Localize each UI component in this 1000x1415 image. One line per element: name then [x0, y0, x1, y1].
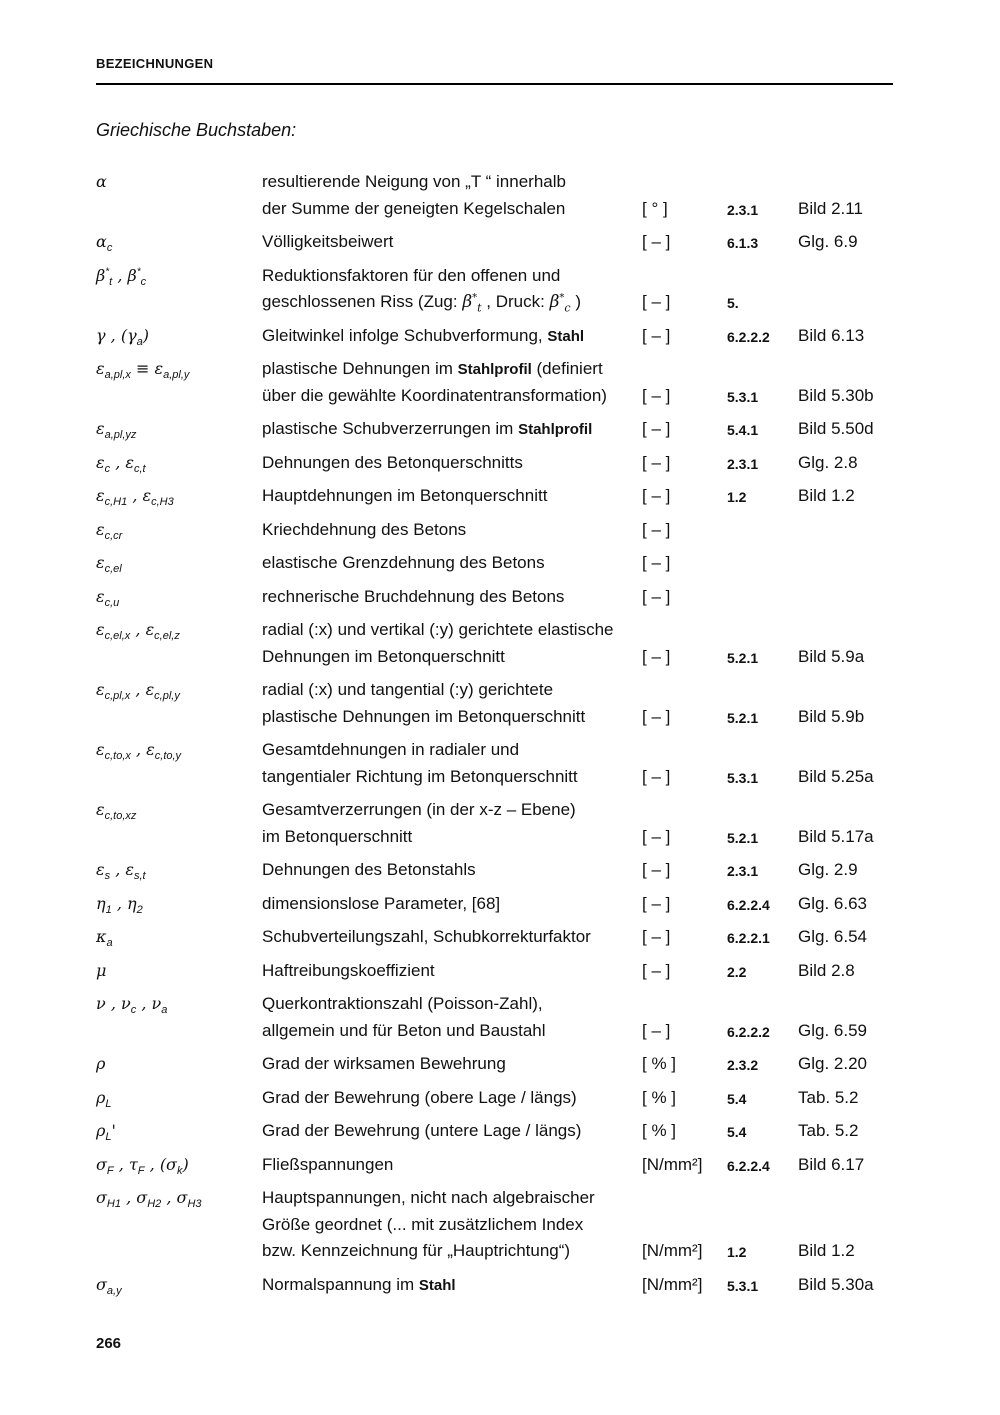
entry-description: radial (:x) und vertikal (:y) gerichtete elastische — [262, 620, 614, 639]
entry-section: 2.3.1 — [727, 455, 759, 472]
symbol-entry — [96, 359, 896, 412]
entry-symbol: $\varepsilon_{a,pl,x} \equiv \varepsilon_{a,pl,y}$ — [96, 359, 190, 382]
entry-gap — [96, 987, 896, 994]
entry-description: der Summe der geneigten Kegelschalen — [262, 198, 566, 218]
symbol-entry — [96, 620, 896, 673]
entry-line — [96, 1121, 896, 1148]
entry-reference: Glg. 6.63 — [798, 893, 867, 913]
entry-description: tangentialer Richtung im Betonquerschnitt — [262, 766, 578, 786]
entry-description: Kriechdehnung des Betons — [262, 519, 467, 539]
entry-line — [96, 994, 896, 1021]
entry-section: 5.4 — [727, 1124, 747, 1140]
entry-section: 5.2.1 — [727, 829, 759, 846]
entry-line — [96, 961, 896, 988]
symbol-entry — [96, 587, 896, 614]
entry-gap — [96, 920, 896, 927]
entry-gap — [96, 580, 896, 587]
entry-line — [96, 172, 896, 199]
symbol-entry — [96, 860, 896, 887]
entry-gap — [96, 319, 896, 326]
entry-section: 6.2.2.2 — [727, 1023, 770, 1040]
entry-symbol: $\varepsilon_{c,pl,x}$ , $\varepsilon_{c,pl,y}$ — [96, 680, 180, 703]
entry-line — [96, 1155, 896, 1182]
entry-unit: [ – ] — [642, 826, 671, 846]
entry-unit: [ – ] — [642, 519, 671, 539]
symbol-entry — [96, 232, 896, 259]
entry-unit: [N/mm²] — [642, 1274, 703, 1294]
entry-line — [96, 1021, 896, 1048]
entry-gap — [96, 479, 896, 486]
entry-symbol: $\varepsilon_s$ , $\varepsilon_{s,t}$ — [96, 860, 146, 883]
entry-description: Fließspannungen — [262, 1154, 394, 1174]
entry-unit: [ – ] — [642, 1020, 671, 1040]
entry-symbol: $\varepsilon_{c,el,x}$ , $\varepsilon_{c,el,z}$ — [96, 620, 180, 643]
symbol-entry — [96, 266, 896, 319]
entry-unit: [ – ] — [642, 419, 671, 438]
entry-section: 5. — [727, 295, 739, 311]
entry-line — [96, 453, 896, 480]
entry-section: 2.2 — [727, 963, 747, 980]
entry-description: Dehnungen des Betonstahls — [262, 860, 476, 879]
entry-symbol: $\sigma_F$ , $\tau_F$ , $(\sigma_k)$ — [96, 1154, 189, 1177]
entry-unit: [N/mm²] — [642, 1241, 703, 1260]
entry-line — [96, 1088, 896, 1115]
entry-reference: Glg. 2.8 — [798, 452, 858, 472]
entry-description: geschlossenen Riss (Zug: $\beta^*_t$ , Druck: $\beta^*_c$ ) — [262, 292, 581, 315]
entry-gap — [96, 733, 896, 740]
entry-description: Reduktionsfaktoren für den offenen und — [262, 265, 561, 285]
entry-description: Gesamtverzerrungen (in der x-z – Ebene) — [262, 800, 576, 819]
entry-unit: [ % ] — [642, 1054, 677, 1073]
entry-unit: [ – ] — [642, 292, 671, 311]
entry-description: Grad der wirksamen Bewehrung — [262, 1054, 506, 1073]
entry-symbol: $\beta^*_t$ , $\beta^*_c$ — [96, 265, 147, 288]
entry-line — [96, 326, 896, 353]
entry-description: Hauptspannungen, nicht nach algebraischer — [262, 1188, 595, 1207]
running-header: BEZEICHNUNGEN — [96, 56, 214, 71]
symbol-entry — [96, 1155, 896, 1182]
symbol-entry — [96, 172, 896, 225]
symbol-entry — [96, 680, 896, 733]
entry-gap — [96, 1181, 896, 1188]
entry-section: 1.2 — [727, 489, 747, 505]
entry-line — [96, 386, 896, 413]
symbol-entry — [96, 740, 896, 793]
entry-description: dimensionslose Parameter, [68] — [262, 893, 501, 913]
entry-line — [96, 927, 896, 954]
symbol-entry — [96, 520, 896, 547]
entry-unit: [ – ] — [642, 960, 671, 980]
entry-reference: Bild 6.17 — [798, 1154, 865, 1174]
entry-description: bzw. Kennzeichnung für „Hauptrichtung“) — [262, 1241, 571, 1260]
entry-symbol: $\rho_L'$ — [96, 1121, 116, 1144]
entry-unit: [ – ] — [642, 766, 671, 786]
header-rule — [96, 83, 893, 85]
entry-reference: Glg. 2.20 — [798, 1054, 867, 1073]
entry-symbol: $\rho_L$ — [96, 1087, 112, 1110]
entry-line — [96, 1275, 896, 1302]
entry-line — [96, 620, 896, 647]
entry-line — [96, 680, 896, 707]
symbol-entry — [96, 961, 896, 988]
symbol-entry — [96, 1054, 896, 1081]
entry-description: Völligkeitsbeiwert — [262, 232, 394, 251]
entry-line — [96, 520, 896, 547]
entry-line — [96, 292, 896, 319]
entry-reference: Bild 1.2 — [798, 1241, 855, 1260]
entry-description: Größe geordnet (... mit zusätzlichem Index — [262, 1214, 584, 1234]
entry-section: 5.3.1 — [727, 388, 759, 405]
entry-section: 5.3.1 — [727, 769, 759, 786]
entry-unit: [ – ] — [642, 706, 671, 726]
entry-section: 2.3.1 — [727, 201, 759, 218]
entry-unit: [ – ] — [642, 452, 671, 472]
entry-reference: Bild 5.50d — [798, 419, 874, 438]
entry-gap — [96, 793, 896, 800]
symbol-entry — [96, 927, 896, 954]
entry-line — [96, 1215, 896, 1242]
entry-gap — [96, 613, 896, 620]
entry-reference: Bild 2.8 — [798, 960, 855, 980]
entry-symbol: $\varepsilon_{c,to,xz}$ — [96, 800, 137, 823]
entry-description: Dehnungen im Betonquerschnitt — [262, 646, 505, 666]
entry-symbol: $\eta_1$ , $\eta_2$ — [96, 893, 143, 916]
symbol-entry — [96, 1275, 896, 1302]
entry-description: Gleitwinkel infolge Schubverformung, Stahl — [262, 325, 585, 345]
entry-line — [96, 647, 896, 674]
entry-line — [96, 587, 896, 614]
symbol-entry — [96, 453, 896, 480]
symbol-entry — [96, 1088, 896, 1115]
entry-line — [96, 419, 896, 446]
entry-description: resultierende Neigung von „T “ innerhalb — [262, 172, 566, 191]
entry-symbol: α — [96, 172, 107, 191]
entry-symbol: $\varepsilon_{c,u}$ — [96, 586, 120, 609]
entry-gap — [96, 259, 896, 266]
entry-line — [96, 199, 896, 226]
entry-unit: [ ° ] — [642, 198, 668, 218]
entry-symbol: ν , $\nu_c$ , $\nu_a$ — [96, 994, 168, 1017]
entry-reference: Tab. 5.2 — [798, 1087, 859, 1107]
entry-line — [96, 800, 896, 827]
entry-line — [96, 1188, 896, 1215]
entry-line — [96, 486, 896, 513]
entry-section: 6.2.2.2 — [727, 328, 770, 345]
entry-line — [96, 740, 896, 767]
entry-gap — [96, 853, 896, 860]
entry-symbol: $\sigma_{a,y}$ — [96, 1274, 122, 1297]
entry-line — [96, 827, 896, 854]
entry-unit: [ – ] — [642, 325, 671, 345]
entry-description: Dehnungen des Betonquerschnitts — [262, 452, 523, 472]
entry-symbol: $\varepsilon_{c,el}$ — [96, 553, 122, 576]
entry-unit: [ – ] — [642, 893, 671, 913]
entry-description: Normalspannung im Stahl — [262, 1274, 456, 1294]
entry-description: plastische Dehnungen im Betonquerschnitt — [262, 706, 586, 726]
entry-description: Schubverteilungszahl, Schubkorrekturfaktor — [262, 927, 591, 946]
entry-unit: [ – ] — [642, 860, 671, 879]
entry-unit: [ – ] — [642, 927, 671, 946]
entry-line — [96, 232, 896, 259]
entry-section: 2.3.2 — [727, 1057, 759, 1073]
entry-description: Gesamtdehnungen in radialer und — [262, 740, 520, 759]
entry-section: 5.4.1 — [727, 422, 759, 438]
entry-reference: Glg. 6.54 — [798, 927, 867, 946]
entry-gap — [96, 1047, 896, 1054]
entry-reference: Tab. 5.2 — [798, 1121, 859, 1140]
entry-reference: Bild 5.9b — [798, 706, 865, 726]
entry-gap — [96, 412, 896, 419]
entry-reference: Bild 2.11 — [798, 198, 863, 218]
symbol-entry — [96, 1121, 896, 1148]
entry-symbol: $\varepsilon_{c,to,x}$ , $\varepsilon_{c,to,y}$ — [96, 740, 182, 763]
entry-unit: [ % ] — [642, 1121, 677, 1140]
entry-section: 5.4 — [727, 1090, 747, 1107]
entry-section: 6.2.2.4 — [727, 896, 770, 913]
entry-unit: [ – ] — [642, 646, 671, 666]
entry-unit: [ % ] — [642, 1087, 677, 1107]
entry-symbol: $\varepsilon_c$ , $\varepsilon_{c,t}$ — [96, 452, 146, 475]
entry-description: plastische Dehnungen im Stahlprofil (definiert — [262, 359, 603, 378]
entry-description: Hauptdehnungen im Betonquerschnitt — [262, 486, 548, 505]
symbol-list — [96, 172, 896, 1308]
entry-gap — [96, 513, 896, 520]
entry-section: 5.2.1 — [727, 649, 759, 666]
entry-line — [96, 1241, 896, 1268]
entry-reference: Bild 1.2 — [798, 486, 855, 505]
symbol-entry — [96, 326, 896, 353]
symbol-entry — [96, 994, 896, 1047]
entry-gap — [96, 673, 896, 680]
entry-symbol: $\sigma_{H1}$ , $\sigma_{H2}$ , $\sigma_{H3}$ — [96, 1188, 202, 1211]
symbol-entry — [96, 553, 896, 580]
entry-section: 5.3.1 — [727, 1277, 759, 1294]
entry-gap — [96, 954, 896, 961]
entry-gap — [96, 446, 896, 453]
entry-reference: Glg. 2.9 — [798, 860, 858, 879]
entry-description: plastische Schubverzerrungen im Stahlprofil — [262, 419, 593, 438]
entry-line — [96, 266, 896, 293]
entry-symbol: $\varepsilon_{c,cr}$ — [96, 519, 123, 542]
entry-symbol: μ — [96, 960, 107, 980]
entry-gap — [96, 1114, 896, 1121]
entry-description: im Betonquerschnitt — [262, 826, 413, 846]
entry-symbol: γ , $(\gamma_a)$ — [96, 325, 150, 348]
entry-gap — [96, 1081, 896, 1088]
entry-gap — [96, 1268, 896, 1275]
entry-reference: Bild 5.9a — [798, 646, 865, 666]
entry-section: 2.3.1 — [727, 863, 759, 879]
entry-symbol: $\kappa_a$ — [96, 927, 113, 950]
entry-unit: [N/mm²] — [642, 1154, 703, 1174]
section-title: Griechische Buchstaben: — [96, 120, 297, 140]
entry-gap — [96, 546, 896, 553]
entry-unit: [ – ] — [642, 586, 671, 606]
entry-reference: Bild 5.30b — [798, 385, 874, 405]
entry-reference: Glg. 6.59 — [798, 1020, 867, 1040]
entry-section: 6.2.2.4 — [727, 1157, 770, 1174]
entry-reference: Glg. 6.9 — [798, 232, 858, 251]
entry-gap — [96, 1148, 896, 1155]
page-number: 266 — [96, 1335, 122, 1352]
entry-gap — [96, 887, 896, 894]
entry-description: Grad der Bewehrung (obere Lage / längs) — [262, 1087, 577, 1107]
entry-line — [96, 359, 896, 386]
entry-unit: [ – ] — [642, 232, 671, 251]
entry-unit: [ – ] — [642, 486, 671, 505]
symbol-entry — [96, 1188, 896, 1268]
entry-section: 5.2.1 — [727, 709, 759, 726]
entry-reference: Bild 6.13 — [798, 325, 865, 345]
entry-reference: Bild 5.30a — [798, 1274, 874, 1294]
entry-unit: [ – ] — [642, 385, 671, 405]
entry-line — [96, 707, 896, 734]
symbol-entry — [96, 486, 896, 513]
entry-description: allgemein und für Beton und Baustahl — [262, 1020, 546, 1040]
entry-description: Grad der Bewehrung (untere Lage / längs) — [262, 1121, 582, 1140]
entry-description: Querkontraktionszahl (Poisson-Zahl), — [262, 994, 543, 1013]
entry-section: 6.2.2.1 — [727, 930, 770, 946]
entry-gap — [96, 1301, 896, 1308]
entry-section: 1.2 — [727, 1244, 747, 1260]
entry-unit: [ – ] — [642, 553, 671, 572]
entry-symbol: $\alpha_c$ — [96, 232, 113, 255]
entry-description: radial (:x) und tangential (:y) gerichtete — [262, 680, 554, 699]
entry-description: elastische Grenzdehnung des Betons — [262, 553, 545, 572]
entry-description: über die gewählte Koordinatentransformation) — [262, 385, 607, 405]
symbol-entry — [96, 800, 896, 853]
entry-reference: Bild 5.25a — [798, 766, 874, 786]
symbol-entry — [96, 419, 896, 446]
entry-reference: Bild 5.17a — [798, 826, 874, 846]
entry-section: 6.1.3 — [727, 235, 759, 251]
entry-description: rechnerische Bruchdehnung des Betons — [262, 586, 565, 606]
entry-line — [96, 767, 896, 794]
entry-symbol: $\varepsilon_{a,pl,yz}$ — [96, 419, 137, 442]
entry-symbol: $\varepsilon_{c,H1}$ , $\varepsilon_{c,H3}$ — [96, 486, 174, 509]
entry-gap — [96, 352, 896, 359]
entry-line — [96, 1054, 896, 1081]
entry-gap — [96, 225, 896, 232]
entry-line — [96, 894, 896, 921]
entry-description: Haftreibungskoeffizient — [262, 960, 435, 980]
entry-line — [96, 553, 896, 580]
symbol-entry — [96, 894, 896, 921]
entry-line — [96, 860, 896, 887]
entry-symbol: ρ — [96, 1054, 106, 1073]
